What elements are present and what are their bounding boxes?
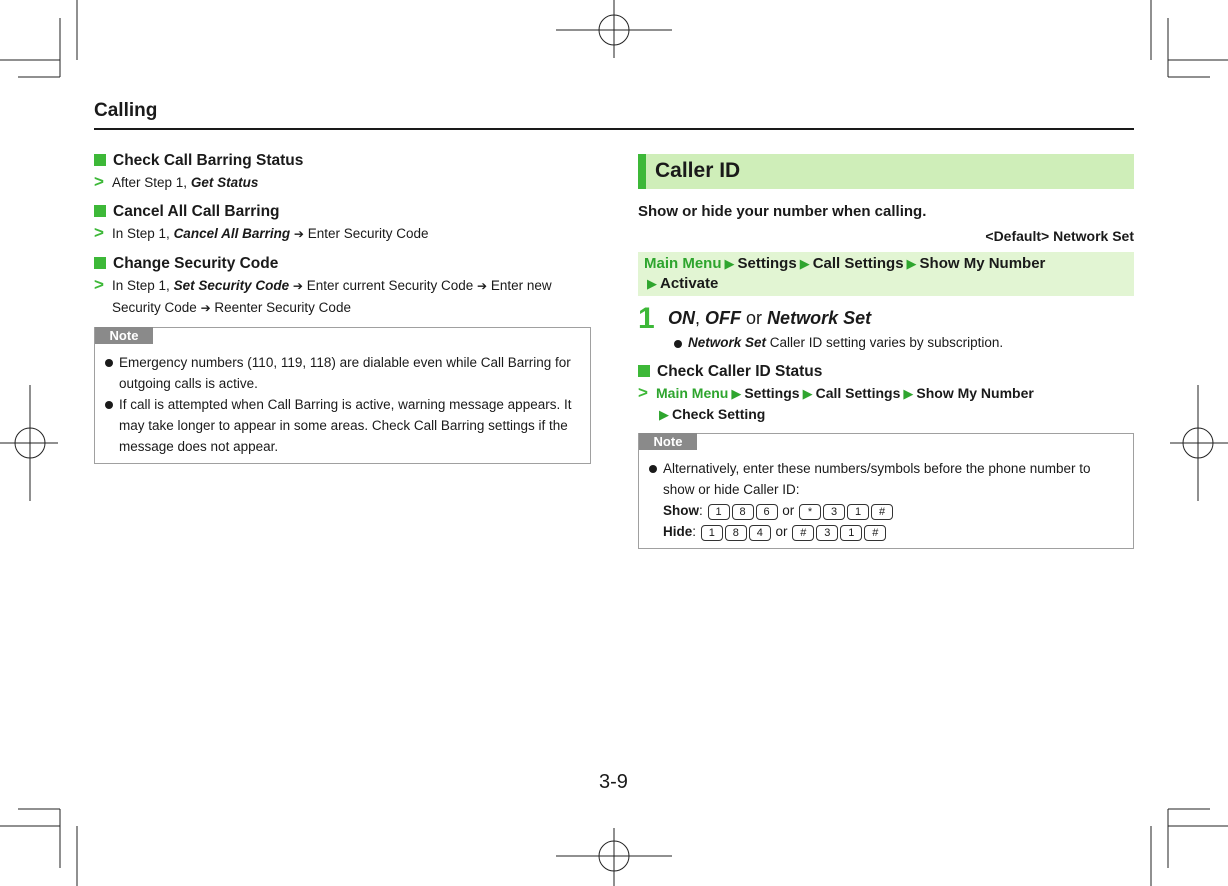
chevron-right-icon: > xyxy=(94,172,104,191)
cancel-all-barring-option[interactable]: Cancel All Barring xyxy=(173,226,291,241)
key-8: 8 xyxy=(725,525,747,541)
bullet-dot-icon xyxy=(674,340,682,348)
triangle-right-icon: ▶ xyxy=(659,407,669,422)
step-1 xyxy=(638,302,1134,354)
chevron-right-icon: > xyxy=(638,383,648,402)
check-path-check-setting[interactable]: Check Setting xyxy=(672,406,766,422)
key-6: 6 xyxy=(756,504,778,520)
key-1: 1 xyxy=(840,525,862,541)
right-column xyxy=(638,154,1134,549)
step-number: 1 xyxy=(638,302,655,335)
menu-path-show-my-number[interactable]: Show My Number xyxy=(919,255,1046,272)
square-bullet-icon xyxy=(94,154,106,166)
square-bullet-icon xyxy=(94,205,106,217)
step-cancel-all: > In Step 1, Cancel All Barring ➔ Enter Security Code xyxy=(94,223,429,242)
bullet-dot-icon xyxy=(105,401,113,409)
set-security-code-option[interactable]: Set Security Code xyxy=(173,278,290,293)
lead-text: Show or hide your number when calling. xyxy=(638,203,927,220)
heading-accent-bar xyxy=(638,154,646,189)
header-rule xyxy=(94,128,1134,130)
bullet-dot-icon xyxy=(649,465,657,473)
arrow-right-icon: ➔ xyxy=(292,279,303,293)
arrow-right-icon: ➔ xyxy=(477,279,488,293)
note-item: Emergency numbers (110, 119, 118) are dialable even while Call Barring for outgoing calls is active. xyxy=(105,352,580,394)
arrow-right-icon: ➔ xyxy=(293,227,304,241)
step-change-code: > In Step 1, Set Security Code ➔ Enter current Security Code ➔ Enter new Security Code ➔ Reenter Security Code xyxy=(94,275,552,315)
note-item: Alternatively, enter these numbers/symbols before the phone number to show or hide Caller ID: Show: 1 8 6 or * 3 1 # Hide: 1 8 4 or # 3 1 # xyxy=(649,458,1123,542)
key-4: 4 xyxy=(749,525,771,541)
section-heading: Caller ID xyxy=(655,159,741,182)
step-1-options: ON, OFF or Network Set xyxy=(668,308,872,328)
chevron-right-icon: > xyxy=(94,223,104,242)
key-3: 3 xyxy=(816,525,838,541)
default-setting: <Default> Network Set xyxy=(985,228,1134,244)
section-change-security-code: Change Security Code xyxy=(94,253,591,275)
check-path-call-settings[interactable]: Call Settings xyxy=(815,385,901,401)
page-title: Calling xyxy=(94,100,158,121)
menu-path xyxy=(638,252,1134,296)
step-1-note: Network Set Caller ID setting varies by subscription. xyxy=(668,332,1134,354)
key-1: 1 xyxy=(708,504,730,520)
section-check-call-barring-status: Check Call Barring Status xyxy=(94,150,591,172)
note-tag: Note xyxy=(639,433,697,450)
section-check-caller-id-status: Check Caller ID Status xyxy=(638,361,1134,383)
key-hash: # xyxy=(864,525,886,541)
menu-path-settings[interactable]: Settings xyxy=(737,255,797,272)
option-off[interactable]: OFF xyxy=(705,308,742,328)
note-item: If call is attempted when Call Barring is active, warning message appears. It may take longer to appear in some areas. Check Call Barring settings if the message does not appear. xyxy=(105,394,580,457)
section-heading-band xyxy=(638,154,1134,189)
arrow-right-icon: ➔ xyxy=(200,301,211,315)
option-network-set[interactable]: Network Set xyxy=(767,308,872,328)
key-hash: # xyxy=(871,504,893,520)
triangle-right-icon: ▶ xyxy=(647,276,657,291)
section-cancel-all-call-barring: Cancel All Call Barring xyxy=(94,201,591,223)
key-1: 1 xyxy=(847,504,869,520)
triangle-right-icon: ▶ xyxy=(802,386,813,401)
menu-path-activate[interactable]: Activate xyxy=(660,275,719,292)
menu-path-call-settings[interactable]: Call Settings xyxy=(812,255,904,272)
note-box-call-barring xyxy=(94,327,591,464)
step-check-status: > After Step 1, Get Status xyxy=(94,172,259,191)
get-status-option[interactable]: Get Status xyxy=(190,175,259,190)
triangle-right-icon: ▶ xyxy=(799,256,810,271)
note-tag: Note xyxy=(95,327,153,344)
key-hash: # xyxy=(792,525,814,541)
triangle-right-icon: ▶ xyxy=(903,386,914,401)
chevron-right-icon: > xyxy=(94,275,104,294)
check-path-show-my-number[interactable]: Show My Number xyxy=(916,385,1034,401)
menu-path-main-menu[interactable]: Main Menu xyxy=(644,255,722,272)
option-on[interactable]: ON xyxy=(668,308,695,328)
step-check-caller-id xyxy=(638,383,1134,425)
page-number: 3-9 xyxy=(599,771,628,793)
triangle-right-icon: ▶ xyxy=(906,256,917,271)
square-bullet-icon xyxy=(638,365,650,377)
key-asterisk: * xyxy=(799,504,821,520)
check-path-main-menu[interactable]: Main Menu xyxy=(656,385,729,401)
triangle-right-icon: ▶ xyxy=(731,386,742,401)
check-path-settings[interactable]: Settings xyxy=(744,385,800,401)
key-3: 3 xyxy=(823,504,845,520)
triangle-right-icon: ▶ xyxy=(724,256,735,271)
left-column xyxy=(94,150,591,464)
bullet-dot-icon xyxy=(105,359,113,367)
key-8: 8 xyxy=(732,504,754,520)
square-bullet-icon xyxy=(94,257,106,269)
note-box-caller-id xyxy=(638,433,1134,549)
key-1: 1 xyxy=(701,525,723,541)
